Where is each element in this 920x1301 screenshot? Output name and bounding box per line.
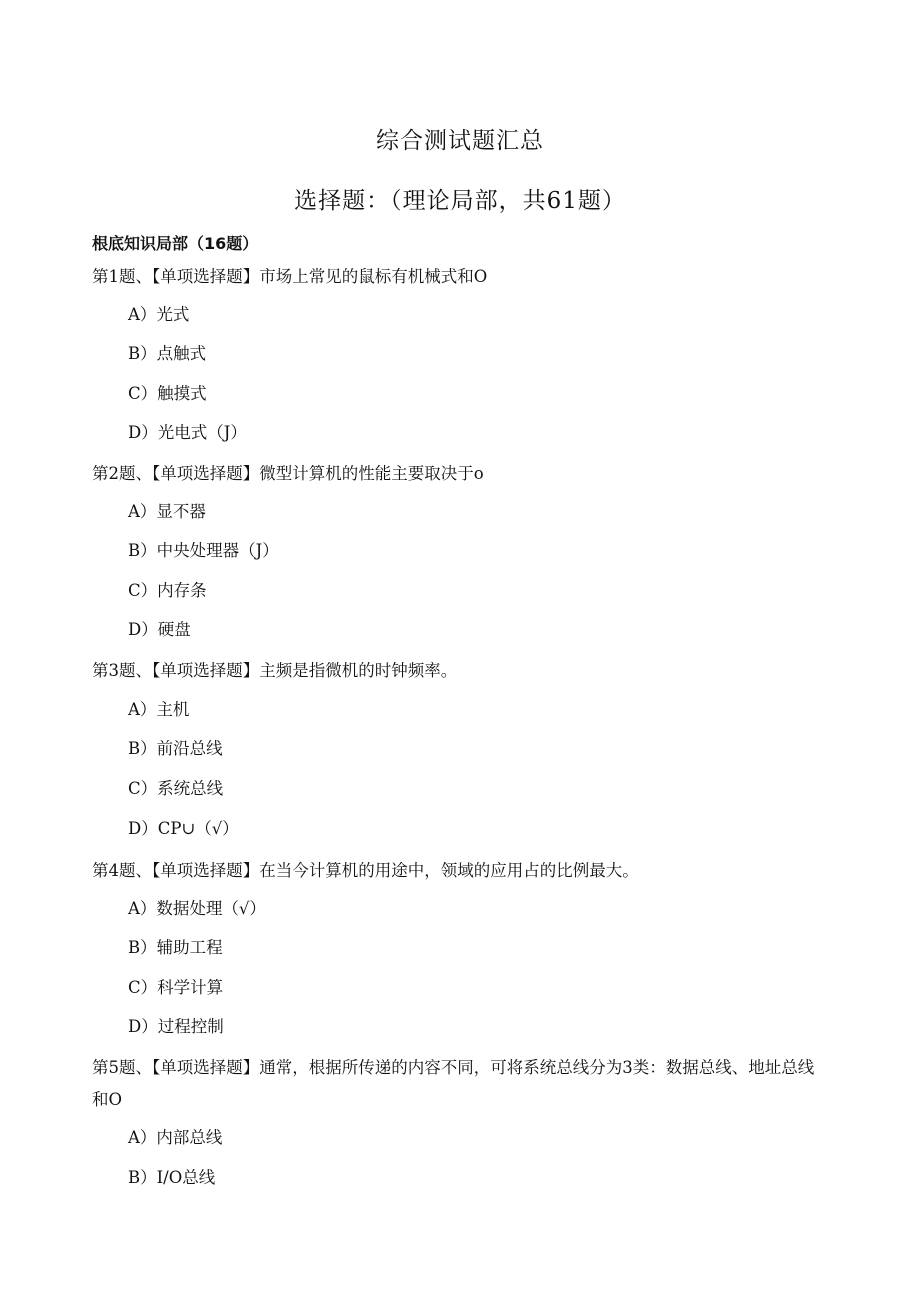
option-text: 系统总线 xyxy=(157,779,224,798)
option-letter: D） xyxy=(128,819,158,838)
option-c xyxy=(128,382,207,406)
option-text: 光式 xyxy=(156,305,190,324)
option-text: 前沿总线 xyxy=(156,739,223,758)
option-b xyxy=(128,539,279,563)
option-a xyxy=(128,500,206,524)
option-letter: C） xyxy=(128,384,158,403)
question-text: 主频是指微机的时钟频率。 xyxy=(259,661,458,680)
question-text: 通常，根据所传递的内容不同，可将系统总线分为3类：数据总线、地址总线和O xyxy=(92,1058,815,1109)
question-prefix: 第1题、【单项选择题】 xyxy=(92,267,260,286)
option-text: 点触式 xyxy=(156,344,207,363)
option-letter: A） xyxy=(128,1128,157,1147)
option-letter: C） xyxy=(128,978,158,997)
option-letter: B） xyxy=(128,938,157,957)
option-text: 硬盘 xyxy=(157,620,191,639)
option-a xyxy=(128,698,189,722)
question-prefix: 第3题、【单项选择题】 xyxy=(92,661,260,680)
question-4 xyxy=(92,855,822,887)
option-letter: D） xyxy=(128,423,158,442)
option-letter: B） xyxy=(128,739,157,758)
option-b xyxy=(128,936,223,960)
option-text: I/O总线 xyxy=(156,1168,216,1187)
option-text: 中央处理器（J） xyxy=(156,541,279,560)
option-text: 光电式（J） xyxy=(157,423,247,442)
option-text: 触摸式 xyxy=(157,384,207,403)
option-letter: C） xyxy=(128,581,158,600)
option-a xyxy=(128,1126,222,1150)
option-d xyxy=(128,618,191,642)
option-a xyxy=(128,897,266,921)
section-heading: 根底知识局部（16题） xyxy=(92,234,259,253)
option-letter: C） xyxy=(128,779,158,798)
option-text: 显不器 xyxy=(156,502,206,521)
option-letter: A） xyxy=(128,700,157,719)
option-letter: A） xyxy=(128,502,157,521)
question-2 xyxy=(92,458,822,490)
option-letter: A） xyxy=(128,899,157,918)
page-subtitle: 选择题：（理论局部，共61题） xyxy=(294,188,626,214)
option-text: 主机 xyxy=(156,700,190,719)
question-prefix: 第5题、【单项选择题】 xyxy=(92,1058,260,1077)
option-text: 内部总线 xyxy=(156,1128,223,1147)
question-text: 微型计算机的性能主要取决于o xyxy=(259,464,484,483)
option-text: 数据处理（√） xyxy=(156,899,266,918)
question-3 xyxy=(92,655,822,687)
option-a xyxy=(128,303,189,327)
option-text: CP∪（√） xyxy=(157,819,239,838)
option-letter: B） xyxy=(128,1168,157,1187)
question-text: 市场上常见的鼠标有机械式和O xyxy=(259,267,488,286)
question-text: 在当今计算机的用途中，领域的应用占的比例最大。 xyxy=(259,861,639,880)
option-b xyxy=(128,737,223,761)
option-letter: B） xyxy=(128,541,157,560)
option-text: 科学计算 xyxy=(157,978,224,997)
option-letter: D） xyxy=(128,1017,158,1036)
option-c xyxy=(128,777,223,801)
question-prefix: 第4题、【单项选择题】 xyxy=(92,861,260,880)
question-5 xyxy=(92,1052,822,1116)
option-text: 辅助工程 xyxy=(156,938,223,957)
page-title: 综合测试题汇总 xyxy=(376,128,544,154)
option-d xyxy=(128,817,239,841)
option-text: 过程控制 xyxy=(157,1017,224,1036)
option-letter: D） xyxy=(128,620,158,639)
option-b xyxy=(128,1166,215,1190)
question-1 xyxy=(92,261,822,293)
option-b xyxy=(128,342,206,366)
question-prefix: 第2题、【单项选择题】 xyxy=(92,464,260,483)
option-letter: B） xyxy=(128,344,157,363)
option-letter: A） xyxy=(128,305,157,324)
option-d xyxy=(128,421,247,445)
option-c xyxy=(128,579,207,603)
option-d xyxy=(128,1015,224,1039)
option-c xyxy=(128,976,223,1000)
option-text: 内存条 xyxy=(157,581,207,600)
